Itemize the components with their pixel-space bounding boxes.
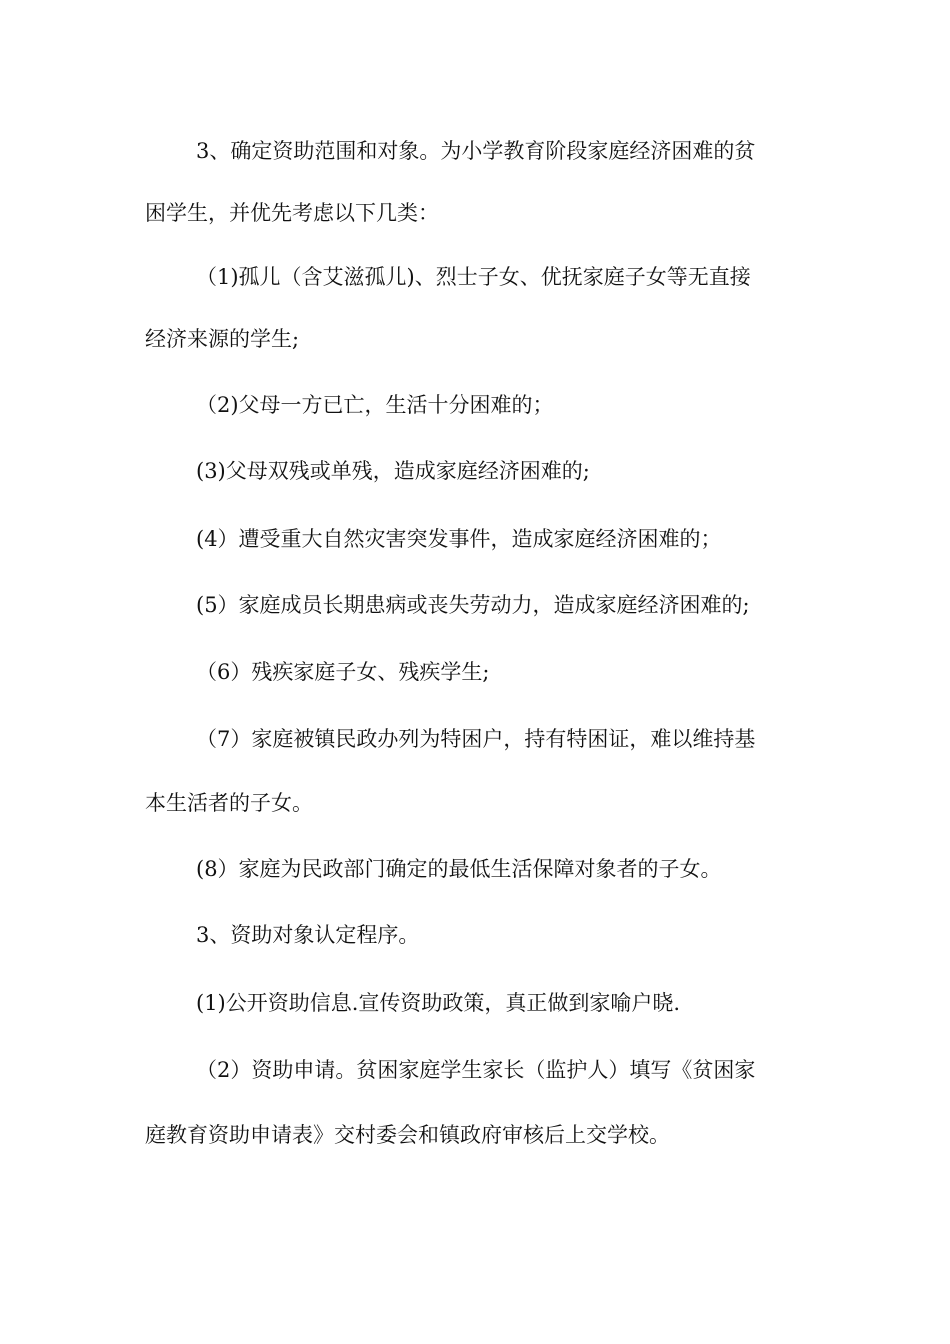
paragraph-line: (4）遭受重大自然灾害突发事件，造成家庭经济困难的； <box>196 527 722 551</box>
paragraph-line: 困学生，并优先考虑以下几类： <box>145 201 439 225</box>
paragraph-line: （2）资助申请。贫困家庭学生家长（监护人）填写《贫困家 <box>196 1058 756 1082</box>
paragraph-line: 3、确定资助范围和对象。为小学教育阶段家庭经济困难的贫 <box>196 139 756 163</box>
paragraph-line: (3)父母双残或单残，造成家庭经济困难的; <box>196 459 590 483</box>
paragraph-line: 经济来源的学生; <box>145 327 300 351</box>
paragraph-line: 3、资助对象认定程序。 <box>196 923 420 947</box>
paragraph-line: （2)父母一方已亡，生活十分困难的； <box>196 393 554 417</box>
paragraph-line: 庭教育资助申请表》交村委会和镇政府审核后上交学校。 <box>145 1123 670 1147</box>
paragraph-line: (5）家庭成员长期患病或丧失劳动力，造成家庭经济困难的; <box>196 593 750 617</box>
paragraph-line: (1)公开资助信息.宣传资助政策，真正做到家喻户晓. <box>196 991 681 1015</box>
paragraph-line: (8）家庭为民政部门确定的最低生活保障对象者的子女。 <box>196 857 722 881</box>
paragraph-line: 本生活者的子女。 <box>145 791 313 815</box>
paragraph-line: （1)孤儿（含艾滋孤儿)、烈士子女、优抚家庭子女等无直接 <box>196 265 751 289</box>
paragraph-line: （7）家庭被镇民政办列为特困户，持有特困证，难以维持基 <box>196 727 756 751</box>
paragraph-line: （6）残疾家庭子女、残疾学生; <box>196 660 490 684</box>
